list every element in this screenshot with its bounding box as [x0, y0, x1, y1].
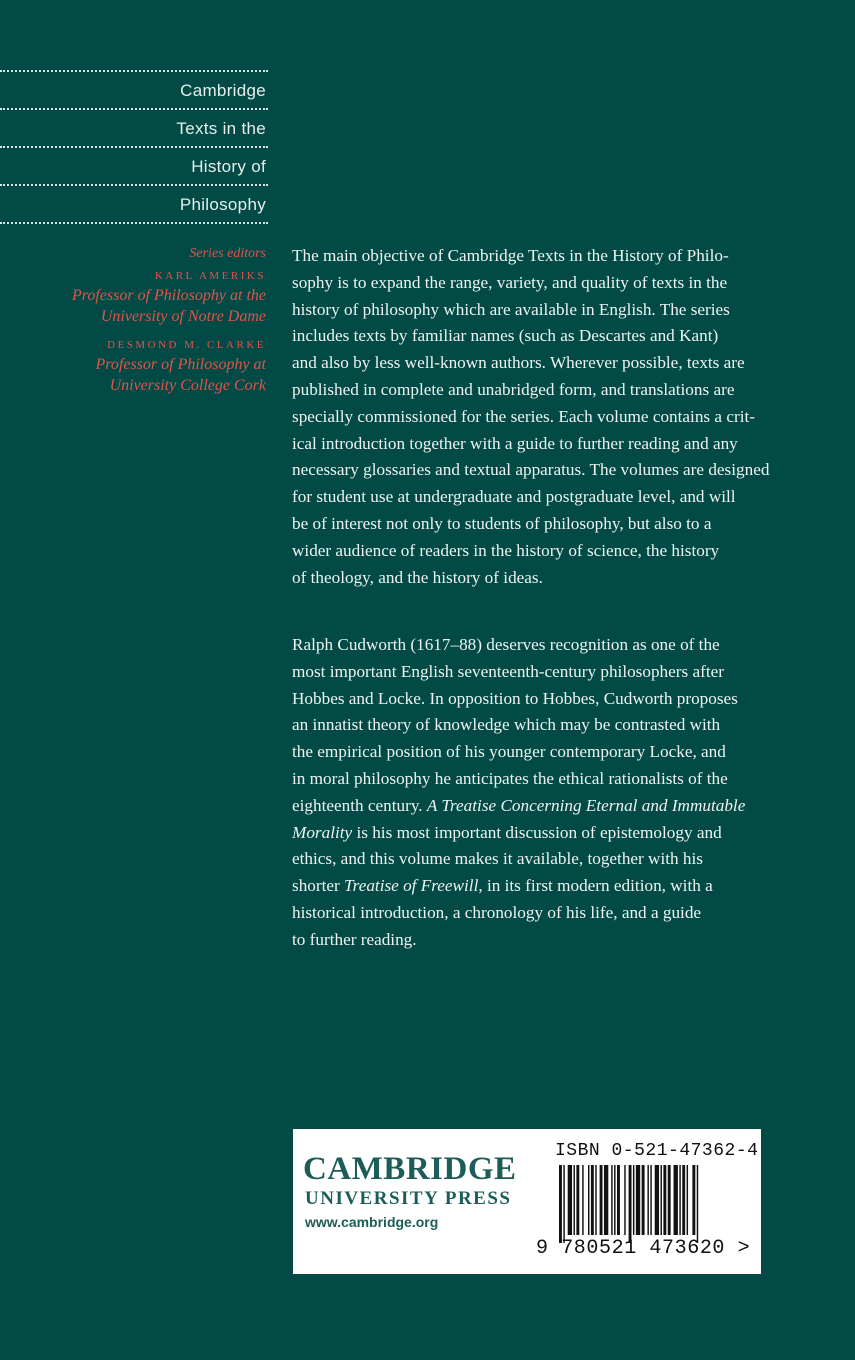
barcode-bar — [588, 1165, 589, 1235]
isbn-label: ISBN 0-521-47362-4 — [555, 1141, 759, 1161]
barcode-bar — [642, 1165, 645, 1235]
series-editors-label: Series editors — [189, 246, 266, 261]
barcode-bar — [600, 1165, 603, 1235]
text-line: for student use at undergraduate and postgraduate level, and will — [292, 487, 736, 507]
barcode-bar — [624, 1165, 625, 1235]
text-line: eighteenth century. — [292, 795, 427, 815]
barcode-bar — [633, 1165, 634, 1235]
barcode-bar — [674, 1165, 678, 1235]
barcode-bar — [668, 1165, 671, 1235]
text-line: ethics, and this volume makes it available, together with his — [292, 849, 703, 869]
text-line: , in its first modern edition, with a — [478, 876, 713, 896]
editor-role — [0, 285, 266, 327]
text-line: an innatist theory of knowledge which may be contrasted with — [292, 715, 721, 735]
series-description — [292, 243, 792, 591]
barcode-bar — [574, 1165, 575, 1235]
barcode-bar — [697, 1165, 698, 1243]
publisher-logo-name: CAMBRIDGE — [303, 1151, 517, 1187]
barcode-bar — [559, 1165, 562, 1243]
book-description — [292, 632, 792, 954]
book-title-italic: Treatise of Freewill — [344, 876, 479, 896]
text-line: in moral philosophy he anticipates the ethical rationalists of the — [292, 768, 728, 788]
barcode-bar — [650, 1165, 651, 1235]
text-line: published in complete and unabridged form, and translations are — [292, 379, 735, 399]
barcode-bar — [629, 1165, 632, 1243]
barcode-bar — [647, 1165, 648, 1235]
text-line: wider audience of readers in the history of science, the history — [292, 540, 720, 560]
barcode-bar — [614, 1165, 615, 1235]
series-title-block — [0, 70, 268, 224]
editor-role — [0, 354, 266, 396]
barcode-bar — [595, 1165, 596, 1235]
editor-role-line: University of Notre Dame — [100, 308, 266, 325]
text-line: includes texts by familiar names (such as Descartes and Kant) — [292, 326, 719, 346]
series-title-line: Philosophy — [0, 184, 268, 224]
text-line: The main objective of Cambridge Texts in the History of Philo- — [292, 246, 729, 265]
editor-role-line: University College Cork — [109, 377, 266, 394]
barcode-bar — [636, 1165, 640, 1235]
barcode-number: 9 780521 473620 > — [536, 1237, 751, 1260]
barcode-bar — [582, 1165, 583, 1235]
editor-name: KARL AMERIKS — [154, 270, 266, 282]
barcode-bar — [563, 1165, 564, 1243]
publisher-url: www.cambridge.org — [305, 1214, 439, 1230]
barcode-bar — [604, 1165, 608, 1235]
text-line: history of philosophy which are available in English. The series — [292, 299, 730, 319]
publisher-logo-press: UNIVERSITY PRESS — [305, 1188, 512, 1209]
text-line: of theology, and the history of ideas. — [292, 567, 543, 587]
text-line: is his most important discussion of epistemology and — [352, 822, 722, 842]
text-line: ical introduction together with a guide to further reading and any — [292, 433, 738, 453]
text-line: most important English seventeenth-century philosophers after — [292, 661, 724, 681]
barcode-bar — [617, 1165, 620, 1235]
barcode-bar — [687, 1165, 688, 1235]
text-line: the empirical position of his younger contemporary Locke, and — [292, 742, 726, 762]
barcode-bar — [576, 1165, 579, 1235]
text-line: necessary glossaries and textual apparatus. The volumes are designed — [292, 460, 770, 480]
publisher-imprint-box — [293, 1129, 761, 1274]
barcode-bar — [679, 1165, 680, 1235]
text-line: and also by less well-known authors. Wherever possible, texts are — [292, 353, 745, 373]
editor-entry — [0, 270, 266, 327]
text-line: be of interest not only to students of philosophy, but also to a — [292, 513, 712, 533]
barcode-bar — [663, 1165, 666, 1235]
editor-entry — [0, 339, 266, 396]
barcode-bar — [568, 1165, 572, 1235]
book-title-italic: Morality — [292, 822, 353, 842]
series-title-line: History of — [0, 146, 268, 184]
text-line: shorter — [292, 876, 345, 896]
barcode-bar — [682, 1165, 685, 1235]
barcode-bar — [661, 1165, 662, 1235]
barcode-bar — [591, 1165, 594, 1235]
text-line: Hobbes and Locke. In opposition to Hobbes, Cudworth proposes — [292, 688, 738, 708]
editor-name: DESMOND M. CLARKE — [107, 339, 266, 351]
book-title-italic: A Treatise Concerning Eternal and Immutable — [426, 795, 746, 815]
text-line: specially commissioned for the series. Each volume contains a crit- — [292, 406, 755, 426]
editor-role-line: Professor of Philosophy at — [95, 356, 266, 373]
text-line: Ralph Cudworth (1617–88) deserves recognition as one of the — [292, 635, 720, 654]
text-line: to further reading. — [292, 929, 417, 949]
barcode-icon — [555, 1165, 755, 1243]
barcode-bar — [692, 1165, 695, 1235]
editor-role-line: Professor of Philosophy at the — [71, 287, 266, 304]
series-title-line: Texts in the — [0, 108, 268, 146]
barcode-bar — [611, 1165, 612, 1235]
barcode-bar — [655, 1165, 659, 1235]
text-line: sophy is to expand the range, variety, and quality of texts in the — [292, 272, 728, 292]
series-editors — [0, 246, 266, 396]
series-title-line: Cambridge — [0, 70, 268, 108]
text-line: historical introduction, a chronology of his life, and a guide — [292, 902, 702, 922]
